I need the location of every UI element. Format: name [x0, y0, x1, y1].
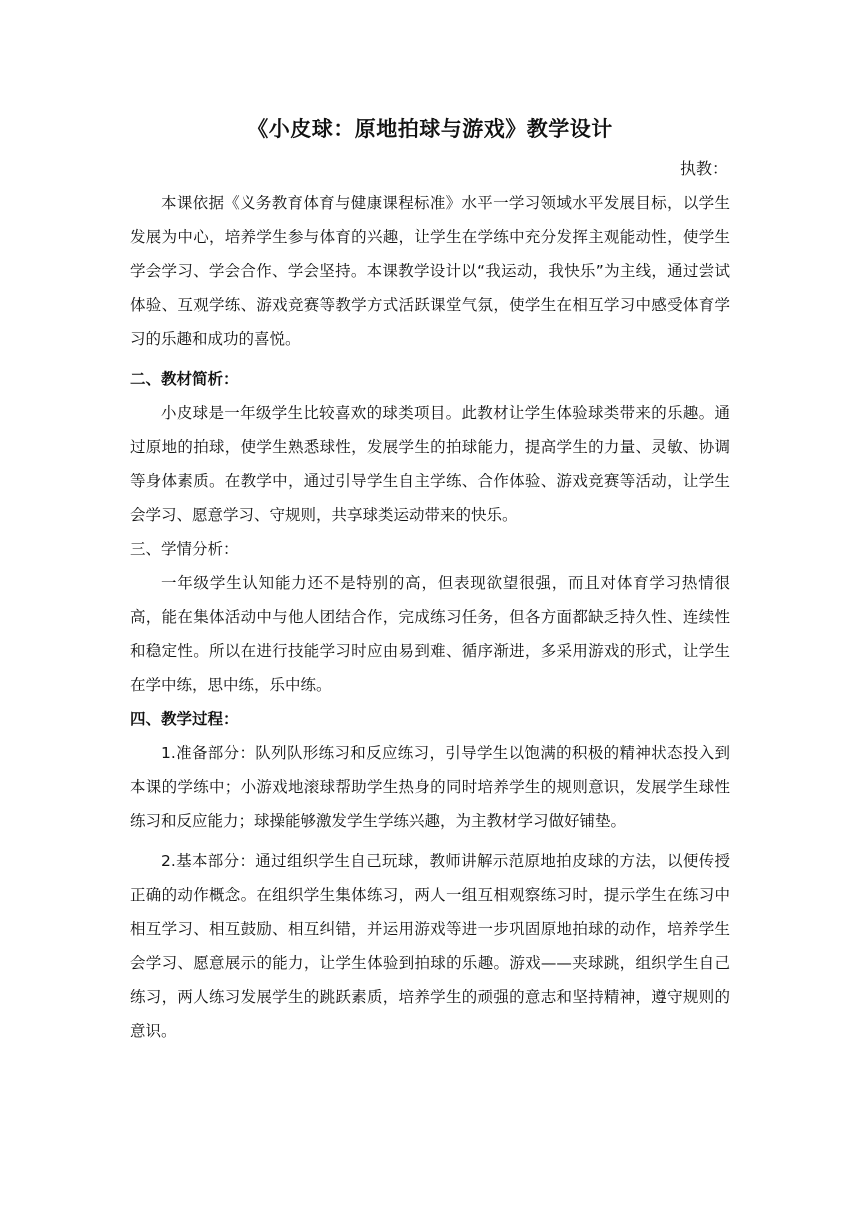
- document-title: 《小皮球：原地拍球与游戏》教学设计: [247, 117, 613, 141]
- document-body: [130, 186, 730, 1048]
- intro-paragraph: 本课依据《义务教育体育与健康课程标准》水平一学习领域水平发展目标，以学生发展为中心，培养学生参与体育的兴趣，让学生在学练中充分发挥主观能动性，使学生学会学习、学会合作、学会坚持。本课教学设计以“我运动，我快乐”为主线，通过尝试体验、互观学练、游戏竞赛等教学方式活跃课堂气氛，使学生在相互学习中感受体育学习的乐趣和成功的喜悦。: [130, 194, 730, 348]
- process-paragraph-1: 1.准备部分：队列队形练习和反应练习，引导学生以饱满的积极的精神状态投入到本课的学练中；小游戏地滚球帮助学生热身的同时培养学生的规则意识，发展学生球性练习和反应能力；球操能够激发学生学练兴趣，为主教材学习做好铺垫。: [130, 744, 730, 830]
- author-label: 执教：: [680, 159, 729, 178]
- section-heading-process: 四、教学过程：: [130, 710, 239, 728]
- materials-paragraph: 小皮球是一年级学生比较喜欢的球类项目。此教材让学生体验球类带来的乐趣。通过原地的拍球，使学生熟悉球性，发展学生的拍球能力，提高学生的力量、灵敏、协调等身体素质。在教学中，通过引导学生自主学练、合作体验、游戏竞赛等活动，让学生会学习、愿意学习、守规则，共享球类运动带来的快乐。: [130, 404, 730, 524]
- section-heading-materials: 二、教材简析：: [130, 370, 239, 388]
- students-paragraph: 一年级学生认知能力还不是特别的高，但表现欲望很强，而且对体育学习热情很高，能在集体活动中与他人团结合作，完成练习任务，但各方面都缺乏持久性、连续性和稳定性。所以在进行技能学习时应由易到难、循序渐进，多采用游戏的形式，让学生在学中练，思中练，乐中练。: [130, 574, 730, 694]
- section-heading-students: 三、学情分析：: [130, 540, 239, 558]
- process-paragraph-2: 2.基本部分：通过组织学生自己玩球，教师讲解示范原地拍皮球的方法，以便传授正确的动作概念。在组织学生集体练习，两人一组互相观察练习时，提示学生在练习中相互学习、相互鼓励、相互纠错，并运用游戏等进一步巩固原地拍球的动作，培养学生会学习、愿意展示的能力，让学生体验到拍球的乐趣。游戏——夹球跳，组织学生自己练习，两人练习发展学生的跳跃素质，培养学生的顽强的意志和坚持精神，遵守规则的意识。: [130, 852, 730, 1040]
